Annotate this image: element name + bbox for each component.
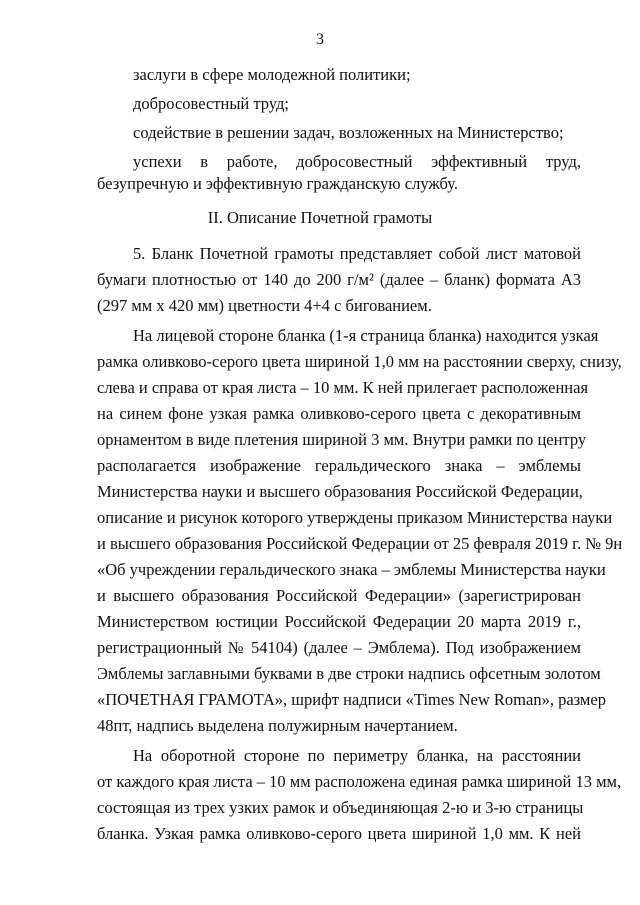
front-side-line-5: орнаментом в виде плетения шириной 3 мм. Внутри рамки по центру [97,430,587,449]
back-side-line-2: от каждого края листа – 10 мм расположена единая рамка шириной 13 мм, [97,772,622,791]
front-side-line-6: располагается изображение геральдического знака – эмблемы [97,456,581,475]
list-item-youth-policy: заслуги в сфере молодежной политики; [133,65,411,84]
front-side-line-11: и высшего образования Российской Федерации» (зарегистрирован [97,586,581,605]
front-side-line-8: описание и рисунок которого утверждены приказом Министерства науки [97,508,613,527]
clause5-line-1: 5. Бланк Почетной грамоты представляет собой лист матовой [133,244,581,263]
clause5-line-2: бумаги плотностью от 140 до 200 г/м² (далее – бланк) формата А3 [97,270,581,289]
front-side-line-14: Эмблемы заглавными буквами в две строки надпись офсетным золотом [97,664,601,683]
list-item-conscientious-work: добросовестный труд; [133,94,289,113]
section-heading: II. Описание Почетной грамоты [207,208,433,227]
list-item-success-line-2: безупречную и эффективную гражданскую службу. [97,174,459,193]
front-side-line-3: слева и справа от края листа – 10 мм. К ней прилегает расположенная [97,378,589,397]
front-side-line-9: и высшего образования Российской Федерации от 25 февраля 2019 г. № 9н [97,534,623,553]
list-item-success-line-1: успехи в работе, добросовестный эффективный труд, [133,152,581,171]
front-side-line-16: 48пт, надпись выделена полужирным начертанием. [97,716,458,735]
front-side-line-4: на синем фоне узкая рамка оливково-серого цвета с декоративным [97,404,581,423]
back-side-line-3: состоящая из трех узких рамок и объединяющая 2-ю и 3-ю страницы [97,798,584,817]
front-side-line-2: рамка оливково-серого цвета шириной 1,0 мм на расстоянии сверху, снизу, [97,352,622,371]
list-item-ministry-assistance: содействие в решении задач, возложенных на Министерство; [133,123,564,142]
clause5-line-3: (297 мм x 420 мм) цветности 4+4 с бигованием. [97,296,432,315]
front-side-line-13: регистрационный № 54104) (далее – Эмблема). Под изображением [97,638,581,657]
front-side-line-10: «Об учреждении геральдического знака – эмблемы Министерства науки [97,560,606,579]
back-side-line-1: На оборотной стороне по периметру бланка, на расстоянии [133,746,581,765]
page-number: 3 [316,31,324,48]
back-side-line-4: бланка. Узкая рамка оливково-серого цвета шириной 1,0 мм. К ней [97,824,581,843]
front-side-line-12: Министерством юстиции Российской Федерации 20 марта 2019 г., [97,612,581,631]
front-side-line-1: На лицевой стороне бланка (1-я страница бланка) находится узкая [133,326,599,345]
front-side-line-15: «ПОЧЕТНАЯ ГРАМОТА», шрифт надписи «Times New Roman», размер [97,690,606,709]
front-side-line-7: Министерства науки и высшего образования Российской Федерации, [97,482,583,501]
